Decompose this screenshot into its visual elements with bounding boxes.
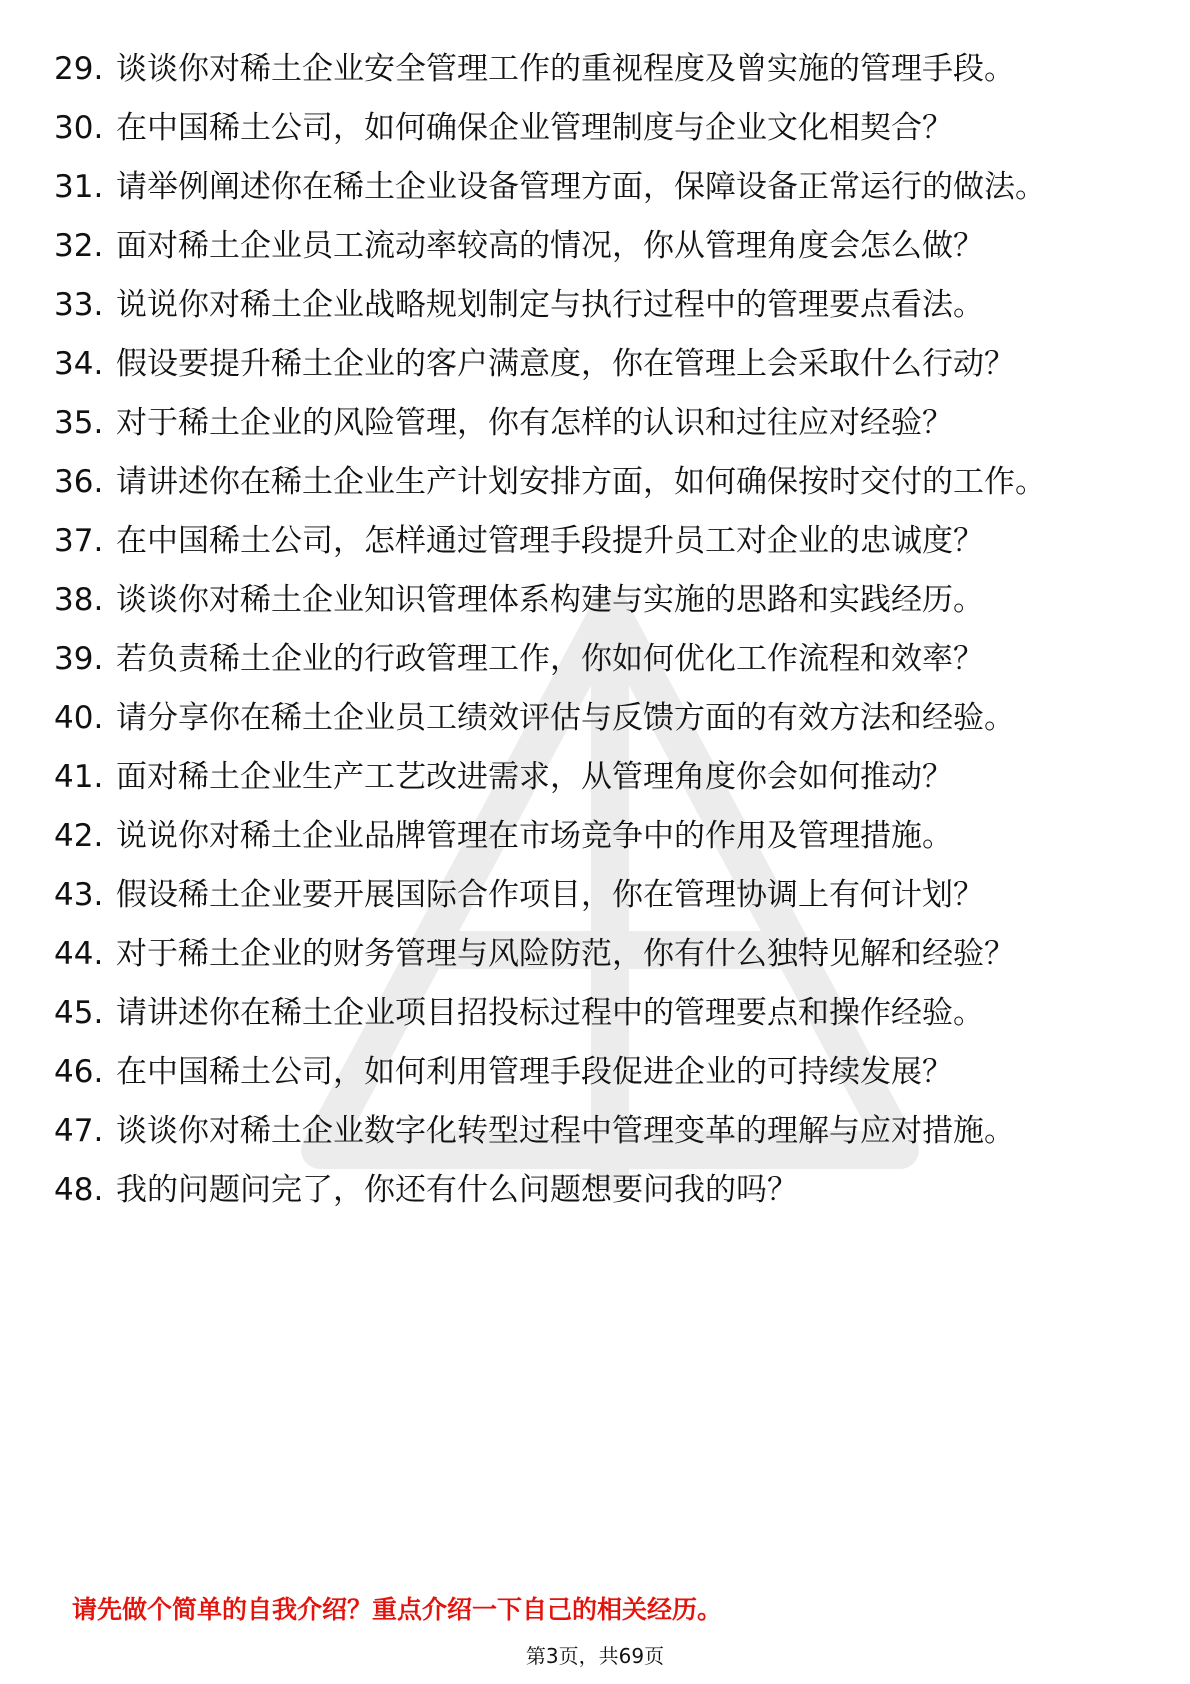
- question-list: [54, 48, 1134, 1228]
- question-text: 请分享你在稀土企业员工绩效评估与反馈方面的有效方法和经验。: [116, 700, 1015, 736]
- footer-note: 请先做个简单的自我介绍？重点介绍一下自己的相关经历。: [72, 1595, 723, 1624]
- question-text: 假设要提升稀土企业的客户满意度，你在管理上会采取什么行动？: [116, 346, 1015, 382]
- question-number: 44.: [54, 936, 104, 972]
- question-text: 在中国稀土公司，如何利用管理手段促进企业的可持续发展？: [116, 1054, 953, 1090]
- question-number: 47.: [54, 1113, 104, 1149]
- question-text: 面对稀土企业员工流动率较高的情况，你从管理角度会怎么做？: [116, 228, 984, 264]
- question-number: 39.: [54, 641, 104, 677]
- question-text: 请讲述你在稀土企业生产计划安排方面，如何确保按时交付的工作。: [116, 464, 1046, 500]
- question-number: 45.: [54, 995, 104, 1031]
- question-number: 33.: [54, 287, 104, 323]
- question-item: [54, 1169, 1134, 1212]
- question-item: [54, 284, 1134, 327]
- question-number: 38.: [54, 582, 104, 618]
- question-number: 35.: [54, 405, 104, 441]
- question-number: 29.: [54, 51, 104, 87]
- question-item: [54, 225, 1134, 268]
- question-number: 48.: [54, 1172, 104, 1208]
- question-number: 32.: [54, 228, 104, 264]
- question-item: [54, 992, 1134, 1035]
- question-item: [54, 402, 1134, 445]
- question-text: 对于稀土企业的财务管理与风险防范，你有什么独特见解和经验？: [116, 936, 1015, 972]
- question-text: 请讲述你在稀土企业项目招投标过程中的管理要点和操作经验。: [116, 995, 984, 1031]
- question-item: [54, 1110, 1134, 1153]
- question-number: 30.: [54, 110, 104, 146]
- question-item: [54, 1051, 1134, 1094]
- page-number: 第3页，共69页: [525, 1644, 665, 1668]
- question-number: 46.: [54, 1054, 104, 1090]
- question-item: [54, 697, 1134, 740]
- question-text: 我的问题问完了，你还有什么问题想要问我的吗？: [116, 1172, 798, 1208]
- question-number: 31.: [54, 169, 104, 205]
- question-item: [54, 815, 1134, 858]
- question-item: [54, 874, 1134, 917]
- question-item: [54, 48, 1134, 91]
- question-item: [54, 520, 1134, 563]
- question-text: 谈谈你对稀土企业数字化转型过程中管理变革的理解与应对措施。: [116, 1113, 1015, 1149]
- question-item: [54, 461, 1134, 504]
- question-text: 面对稀土企业生产工艺改进需求，从管理角度你会如何推动？: [116, 759, 953, 795]
- question-text: 说说你对稀土企业品牌管理在市场竞争中的作用及管理措施。: [116, 818, 953, 854]
- question-number: 37.: [54, 523, 104, 559]
- question-text: 假设稀土企业要开展国际合作项目，你在管理协调上有何计划？: [116, 877, 984, 913]
- question-item: [54, 933, 1134, 976]
- question-text: 请举例阐述你在稀土企业设备管理方面，保障设备正常运行的做法。: [116, 169, 1046, 205]
- question-number: 42.: [54, 818, 104, 854]
- question-text: 谈谈你对稀土企业知识管理体系构建与实施的思路和实践经历。: [116, 582, 984, 618]
- question-item: [54, 579, 1134, 622]
- question-number: 41.: [54, 759, 104, 795]
- question-item: [54, 638, 1134, 681]
- question-text: 在中国稀土公司，怎样通过管理手段提升员工对企业的忠诚度？: [116, 523, 984, 559]
- question-item: [54, 166, 1134, 209]
- question-text: 谈谈你对稀土企业安全管理工作的重视程度及曾实施的管理手段。: [116, 51, 1015, 87]
- question-item: [54, 107, 1134, 150]
- question-number: 40.: [54, 700, 104, 736]
- question-item: [54, 756, 1134, 799]
- question-text: 对于稀土企业的风险管理，你有怎样的认识和过往应对经验？: [116, 405, 953, 441]
- question-text: 在中国稀土公司，如何确保企业管理制度与企业文化相契合？: [116, 110, 953, 146]
- question-text: 说说你对稀土企业战略规划制定与执行过程中的管理要点看法。: [116, 287, 984, 323]
- question-number: 36.: [54, 464, 104, 500]
- question-number: 43.: [54, 877, 104, 913]
- question-item: [54, 343, 1134, 386]
- question-number: 34.: [54, 346, 104, 382]
- question-text: 若负责稀土企业的行政管理工作，你如何优化工作流程和效率？: [116, 641, 984, 677]
